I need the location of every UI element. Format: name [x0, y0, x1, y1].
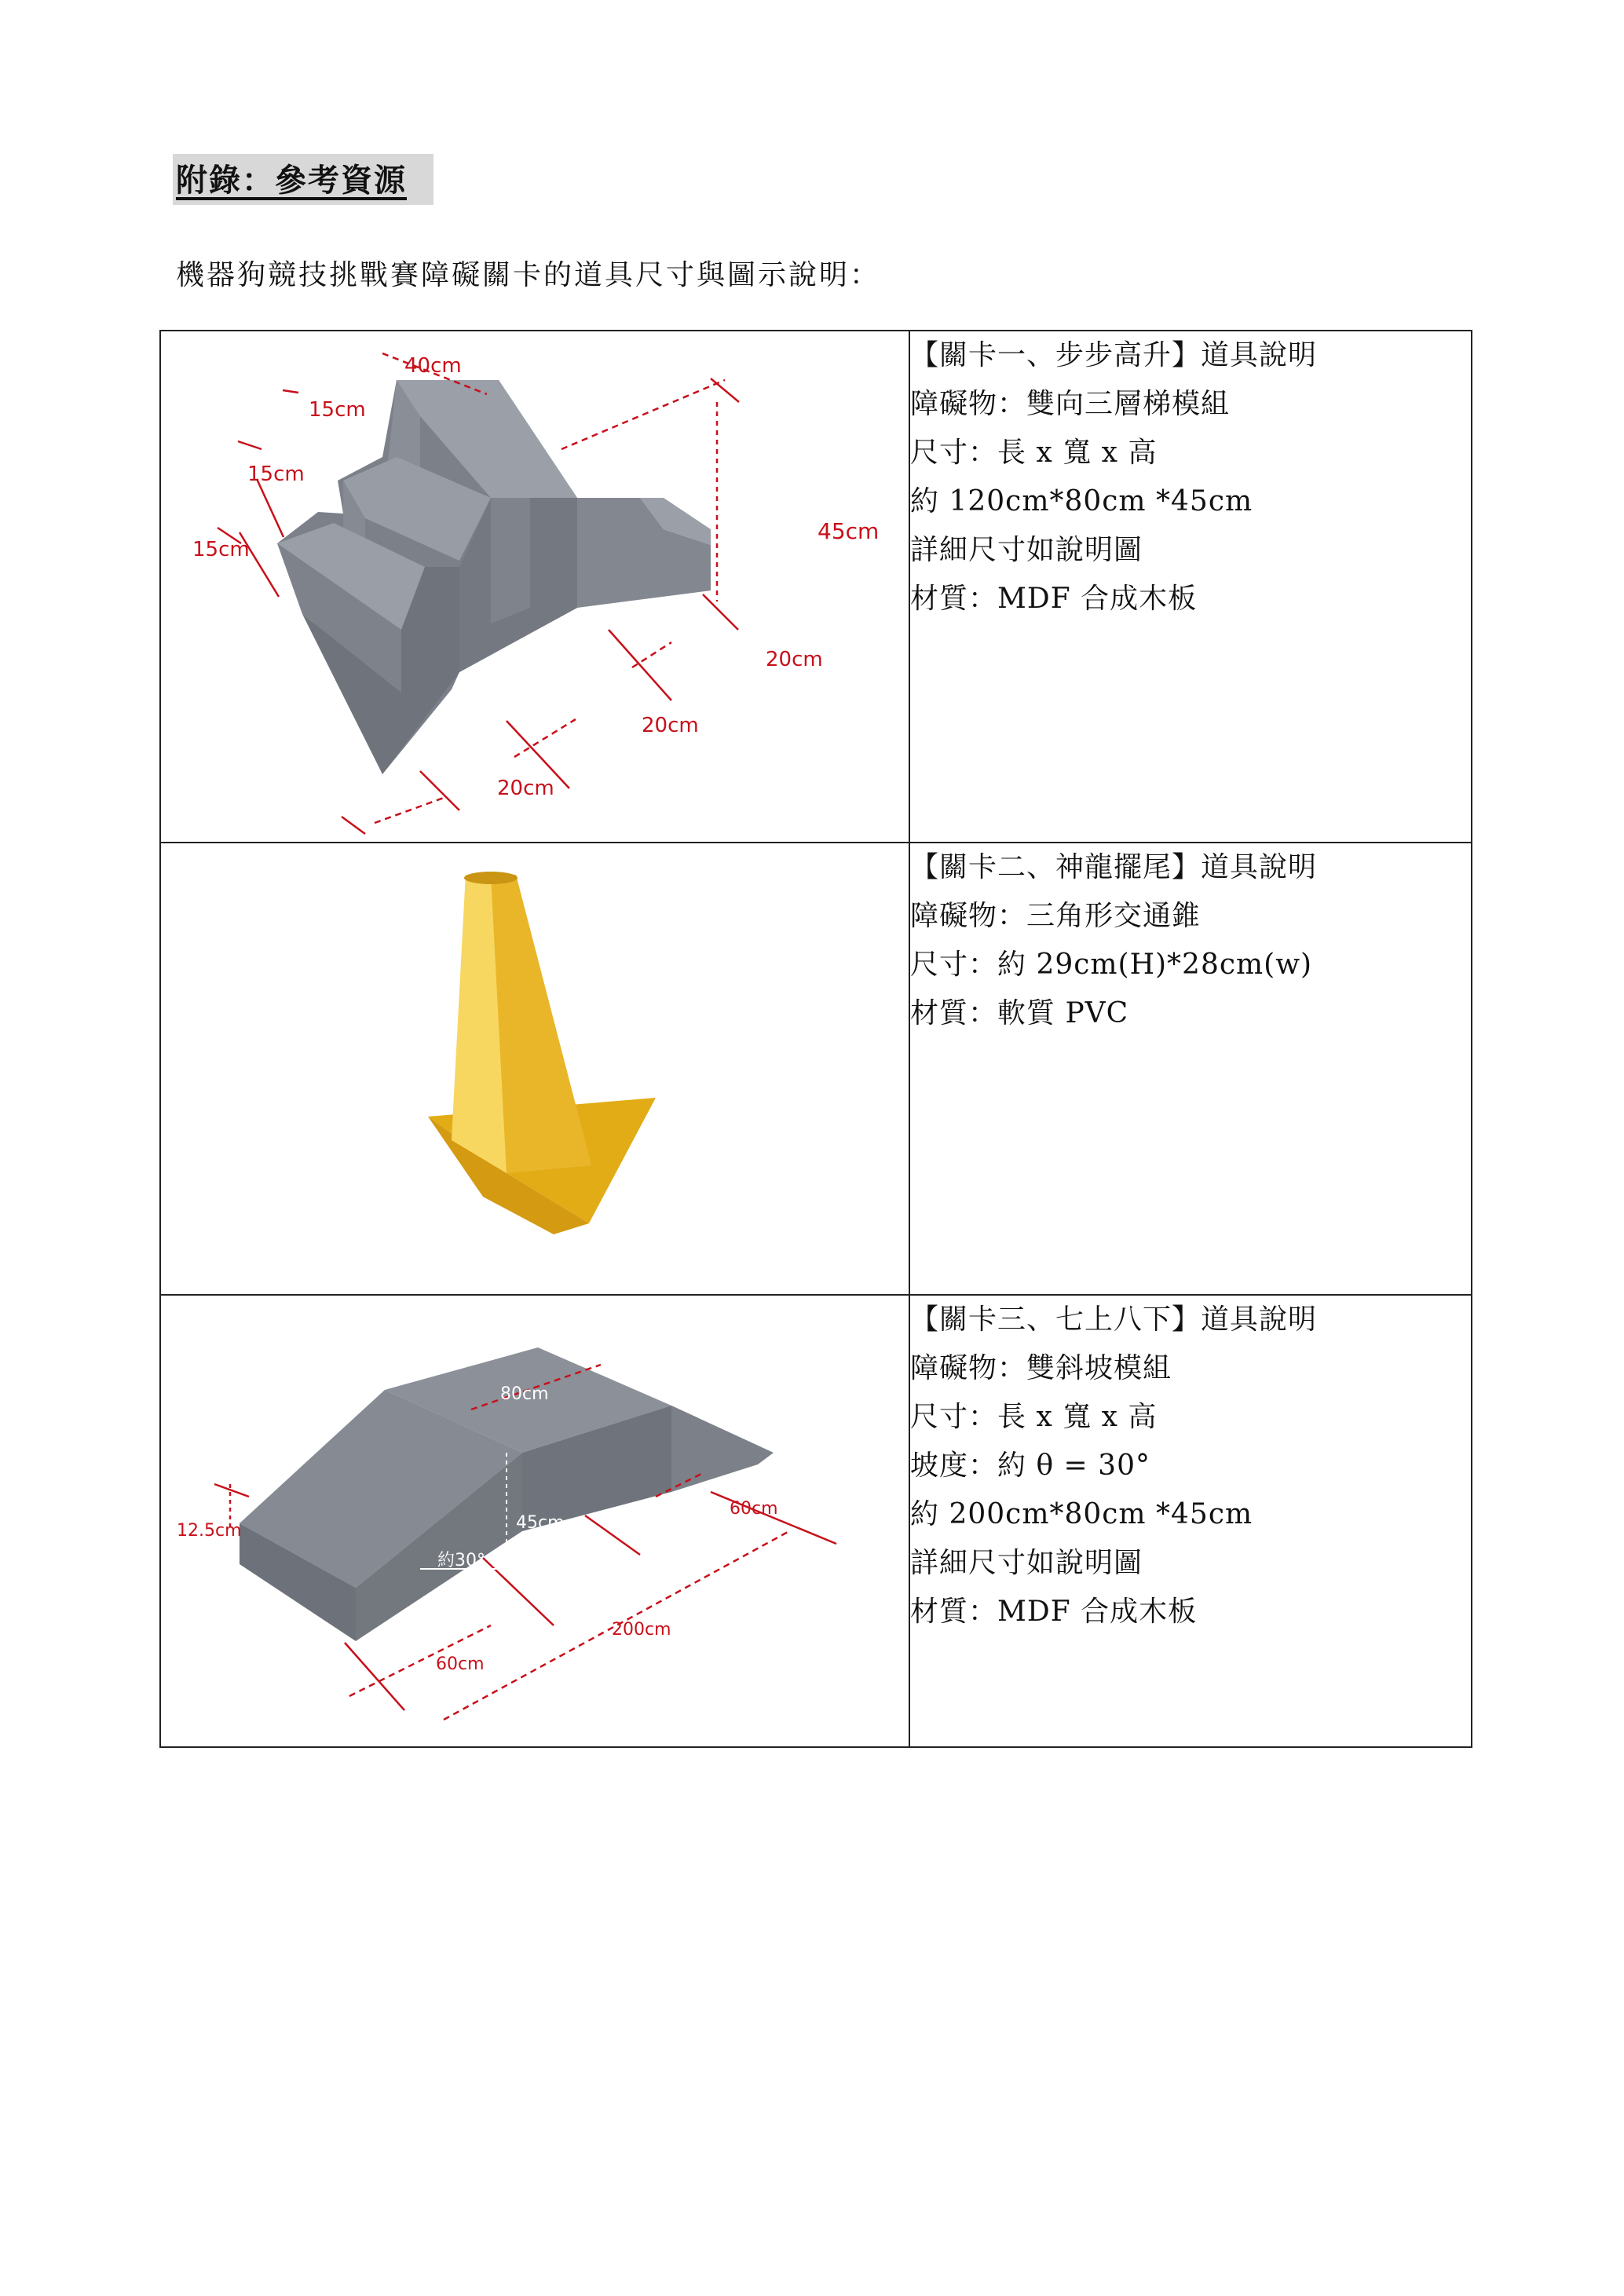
dim-step-3: 15cm: [192, 538, 250, 561]
appendix-heading: 附錄：參考資源: [173, 154, 433, 205]
description-line: 【關卡一、步步高升】道具說明: [910, 339, 1318, 371]
table-row: [160, 331, 1472, 843]
description-line: 材質：MDF 合成木板: [910, 583, 1198, 615]
description-line: 詳細尺寸如說明圖: [910, 1547, 1143, 1579]
double-ramp-illustration: [161, 1296, 907, 1743]
dim-top: 40cm: [404, 354, 462, 378]
description-line: 詳細尺寸如說明圖: [910, 534, 1143, 566]
dim-step-2: 15cm: [247, 462, 305, 486]
stairs-block-illustration: [161, 331, 907, 839]
cone-image-cell: [160, 843, 909, 1295]
description-line: 材質：MDF 合成木板: [910, 1596, 1198, 1628]
dim-slope-left: 60cm: [436, 1654, 485, 1674]
dim-edge: 12.5cm: [177, 1521, 242, 1541]
description-line: 障礙物：雙斜坡模組: [910, 1352, 1172, 1384]
dim-angle: 約30°: [437, 1551, 485, 1570]
table-row: [160, 1295, 1472, 1747]
traffic-cone-illustration: [161, 843, 907, 1291]
description-line: 障礙物：雙向三層梯模組: [910, 388, 1231, 420]
description-line: 障礙物：三角形交通錐: [910, 900, 1202, 932]
description-line: 坡度：約 θ = 30°: [910, 1450, 1150, 1482]
props-table: [159, 330, 1472, 1748]
description-line: 尺寸：約 29cm(H)*28cm(w): [910, 949, 1313, 981]
description-line: 尺寸：長 x 寬 x 高: [910, 1401, 1158, 1433]
dim-slope-right: 60cm: [730, 1499, 778, 1519]
dim-height: 45cm: [817, 518, 880, 544]
dim-height: 45cm: [516, 1513, 565, 1533]
dim-width: 80cm: [500, 1384, 549, 1404]
table-row: [160, 843, 1472, 1295]
ramp-description: [909, 1295, 1472, 1747]
ramp-image-cell: [160, 1295, 909, 1747]
stairs-description: [909, 331, 1472, 843]
stairs-image-cell: [160, 331, 909, 843]
intro-text: 機器狗競技挑戰賽障礙關卡的道具尺寸與圖示說明：: [176, 259, 881, 291]
dim-tread-a: 20cm: [766, 648, 823, 671]
dim-step-1: 15cm: [309, 398, 366, 422]
description-line: 【關卡三、七上八下】道具說明: [910, 1303, 1318, 1336]
description-line: 約 120cm*80cm *45cm: [910, 485, 1253, 517]
dim-tread-c: 20cm: [497, 777, 554, 800]
description-line: 材質：軟質 PVC: [910, 997, 1129, 1029]
description-line: 【關卡二、神龍擺尾】道具說明: [910, 851, 1318, 883]
dim-length: 200cm: [612, 1620, 671, 1640]
description-line: 尺寸：長 x 寬 x 高: [910, 437, 1158, 469]
description-line: 約 200cm*80cm *45cm: [910, 1498, 1253, 1530]
dim-tread-b: 20cm: [642, 714, 699, 737]
cone-description: [909, 843, 1472, 1295]
